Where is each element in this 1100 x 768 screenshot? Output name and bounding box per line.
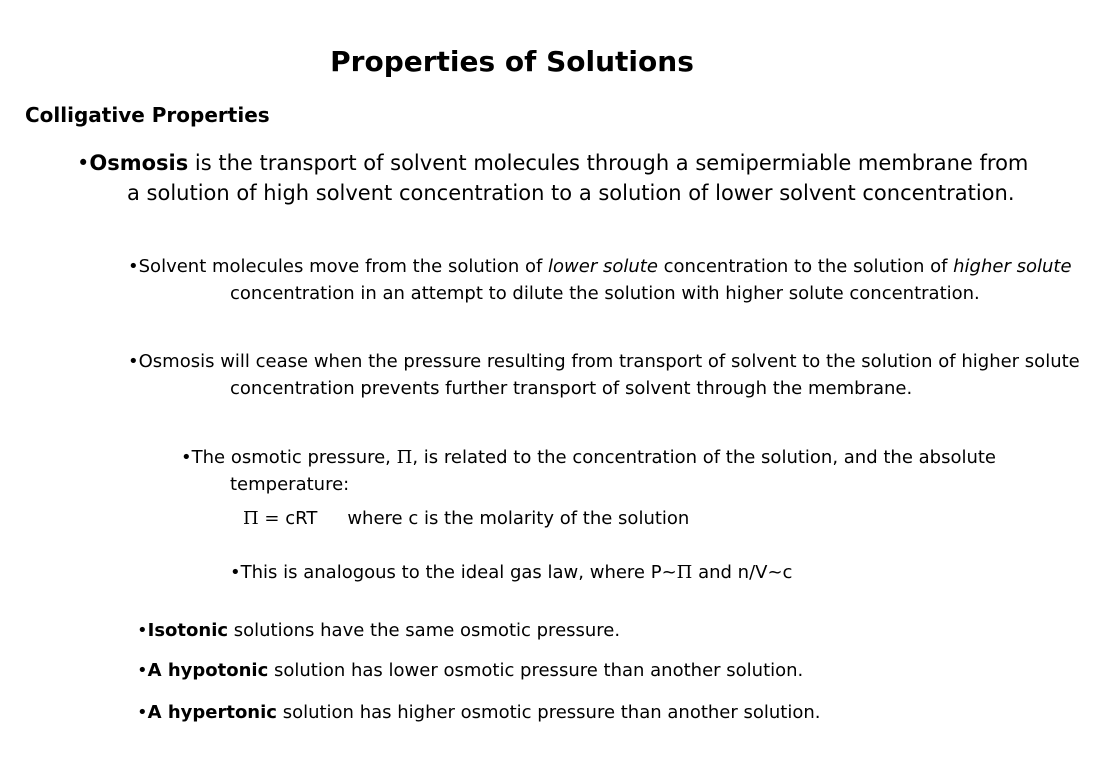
hypertonic-definition: [137, 699, 821, 726]
bullet: •: [77, 151, 90, 175]
section-heading: Colligative Properties: [25, 103, 270, 127]
bullet: •: [128, 351, 139, 372]
bullet: •: [137, 660, 148, 681]
osmotic-pressure-point: [181, 444, 1030, 498]
osmosis-cease-point: [128, 348, 1100, 402]
hypotonic-definition: [137, 657, 803, 684]
pi-symbol: Π: [676, 562, 693, 583]
analogy-text-2: and n/V~c: [692, 562, 793, 583]
osmotic-pressure-text-2: , is related to the concentration of the solution, and the absolute temperature:: [230, 447, 997, 495]
lower-solute-emphasis: lower solute: [548, 256, 658, 277]
bullet: •: [181, 447, 192, 468]
solvent-movement-text-3: concentration in an attempt to dilute the solution with higher solute concentration.: [230, 283, 980, 304]
isotonic-definition: [137, 617, 620, 644]
isotonic-text: solutions have the same osmotic pressure.: [228, 620, 621, 641]
formula-note: where c is the molarity of the solution: [347, 508, 690, 529]
bullet: •: [137, 702, 148, 723]
pi-symbol: Π: [396, 447, 413, 468]
solvent-movement-text-1: Solvent molecules move from the solution of: [138, 256, 549, 277]
formula-equals: =: [258, 508, 286, 529]
ideal-gas-analogy: [230, 559, 792, 586]
hypertonic-term: A hypertonic: [147, 702, 277, 723]
bullet: •: [137, 620, 148, 641]
osmotic-pressure-text-1: The osmotic pressure,: [191, 447, 397, 468]
slide-title: Properties of Solutions: [330, 45, 694, 78]
osmotic-pressure-formula: [243, 505, 689, 532]
osmosis-definition: [77, 148, 1047, 208]
solvent-movement-text-2: concentration to the solution of: [657, 256, 954, 277]
formula-lhs: Π: [243, 508, 259, 529]
isotonic-term: Isotonic: [147, 620, 229, 641]
bullet: •: [230, 562, 241, 583]
bullet: •: [128, 256, 139, 277]
analogy-text-1: This is analogous to the ideal gas law, where P~: [240, 562, 677, 583]
hypotonic-text: solution has lower osmotic pressure than another solution.: [268, 660, 804, 681]
higher-solute-emphasis: higher solute: [953, 256, 1072, 277]
solvent-movement-point: [128, 253, 1100, 307]
osmosis-definition-text: is the transport of solvent molecules through a semipermiable membrane from a solution of high solvent concentration to a solution of lower solvent concentration.: [127, 151, 1029, 205]
hypertonic-text: solution has higher osmotic pressure than another solution.: [276, 702, 821, 723]
osmosis-term: Osmosis: [89, 151, 189, 175]
formula-rhs: cRT: [285, 508, 318, 529]
osmosis-cease-text: Osmosis will cease when the pressure resulting from transport of solvent to the solution of higher solute concentration prevents further transport of solvent through the membrane.: [138, 351, 1080, 399]
hypotonic-term: A hypotonic: [147, 660, 269, 681]
